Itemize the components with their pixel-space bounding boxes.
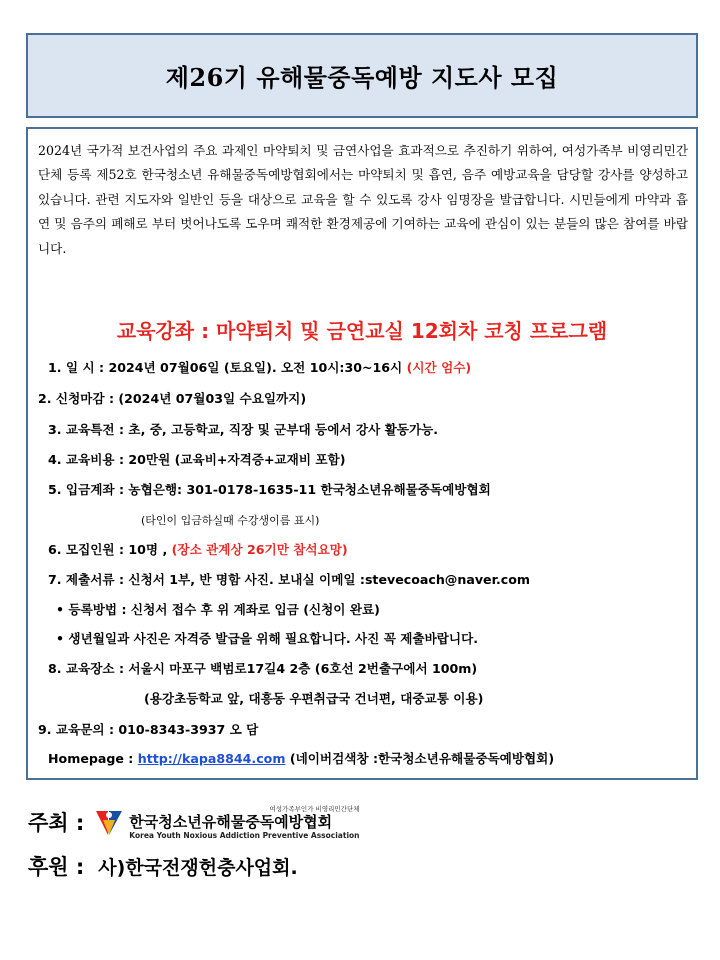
logo-subtitle: 여성가족부인가 비영리민간단체: [269, 805, 360, 813]
host-label: 주최 :: [28, 811, 85, 835]
item-photo-note: • 생년월일과 사진은 자격증 발급을 위해 필요합니다. 사진 꼭 제출바랍니다.: [56, 631, 479, 646]
logo-name: 한국청소년유해물중독예방협회: [129, 813, 333, 831]
recruit-label: 6. 모집인원 : 10명 ,: [48, 542, 172, 557]
homepage-label: Homepage :: [48, 751, 138, 766]
item-recruit: [48, 539, 348, 558]
intro-paragraph: 2024년 국가적 보건사업의 주요 과제인 마약퇴치 및 금연사업을 효과적으로 추진하기 위하여, 여성가족부 비영리민간단체 등록 제52호 한국청소년 유해물중독예방협회에서는 마약퇴치 및 흡연, 음주 예방교육을 담당할 강사를 양성하고 있습니다. 관련 지도자와 일반인 등을 대상으로 교육을 할 수 있도록 강사 임명장을 발급합니다. 시민들에게 마약과 흡연 및 음주의 폐해로 부터 벗어나도록 도우며 쾌적한 환경제공에 기여하는 교육에 관심이 있는 분들의 많은 참여를 바랍니다.: [38, 143, 688, 256]
item-inquiry: 9. 교육문의 : 010-8343-3937 오 담: [38, 722, 259, 737]
item-date: [48, 357, 471, 376]
item-deadline: 2. 신청마감 : (2024년 07월03일 수요일까지): [38, 391, 307, 406]
recruit-note: (장소 관계상 26기만 참석요망): [171, 542, 348, 557]
item-documents: 7. 제출서류 : 신청서 1부, 반 명함 사진. 보내실 이메일 :stevecoach@naver.com: [48, 572, 531, 587]
item-homepage: [48, 748, 554, 767]
page-title: 제26기 유해물중독예방 지도사 모집: [165, 63, 559, 92]
homepage-link[interactable]: http://kapa8844.com: [137, 751, 286, 766]
date-value: 2024년 07월06일 (토요일). 오전 10시:30~16시: [108, 360, 407, 375]
content-box: [26, 127, 698, 780]
homepage-note: (네이버검색창 :한국청소년유해물중독예방협회): [285, 751, 555, 766]
item-place-note: (용강초등학교 앞, 대흥동 우편취급국 건너편, 대중교통 이용): [144, 691, 484, 706]
item-account: 5. 입금계좌 : 농협은행: 301-0178-1635-11 한국청소년유해물중독예방협회: [48, 482, 491, 497]
logo-mark-icon: [94, 807, 124, 837]
logo-english-name: Korea Youth Noxious Addiction Preventive Association: [129, 831, 360, 840]
sponsor-name: 사)한국전쟁헌충사업회.: [98, 856, 298, 879]
title-banner: [26, 33, 698, 118]
date-note: (시간 엄수): [406, 360, 472, 375]
organization-logo: [94, 804, 359, 840]
host-row: [28, 804, 360, 840]
program-heading: 교육강좌 : 마약퇴치 및 금연교실 12회차 코칭 프로그램: [116, 319, 608, 343]
item-benefit: 3. 교육특전 : 초, 중, 고등학교, 직장 및 군부대 등에서 강사 활동가능.: [48, 422, 439, 437]
sponsor-label: 후원 :: [28, 855, 85, 879]
date-label: 1. 일 시 :: [48, 360, 109, 375]
sponsor-row: [28, 851, 298, 881]
item-place: 8. 교육장소 : 서울시 마포구 백범로17길4 2층 (6호선 2번출구에서 100m): [48, 661, 478, 676]
item-register-method: • 등록방법 : 신청서 접수 후 위 계좌로 입금 (신청이 완료): [56, 602, 380, 617]
item-account-note: (타인이 입금하실때 수강생이름 표시): [141, 514, 320, 527]
item-cost: 4. 교육비용 : 20만원 (교육비+자격증+교재비 포함): [48, 452, 346, 467]
